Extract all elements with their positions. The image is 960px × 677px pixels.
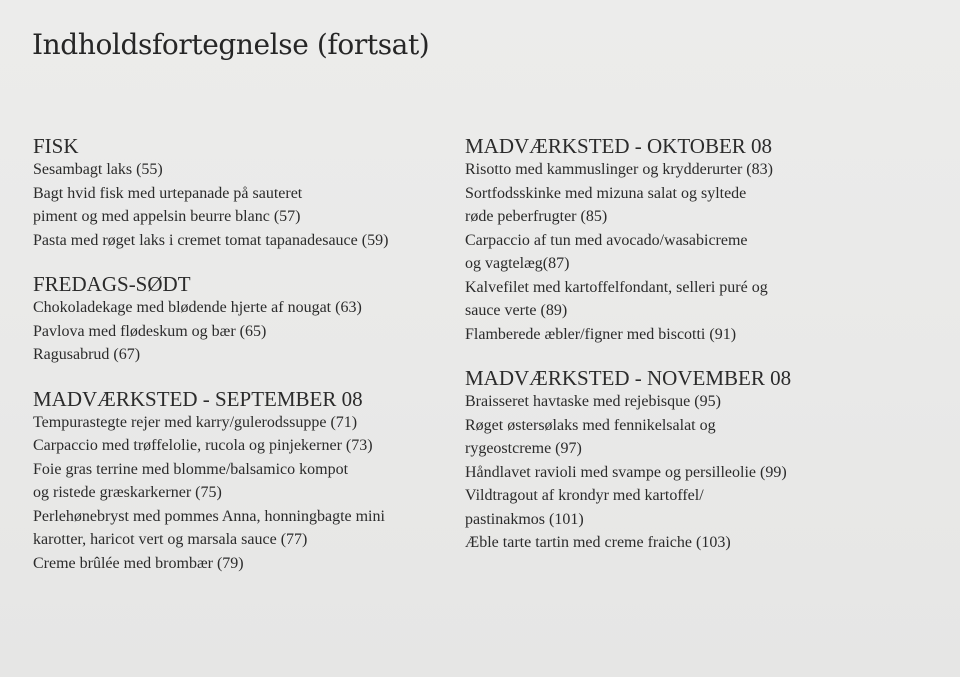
recipe-entry: piment og med appelsin beurre blanc (57) [33,208,301,225]
recipe-entry: Risotto med kammuslinger og krydderurter (83) [465,161,773,178]
recipe-entry: karotter, haricot vert og marsala sauce (77) [33,531,308,548]
recipe-entry: Creme brûlée med brombær (79) [33,554,244,572]
right-column [465,134,845,555]
left-column [33,134,453,575]
recipe-entry: Røget østersølaks med fennikelsalat og [465,416,716,434]
recipe-entry: sauce verte (89) [465,302,568,319]
recipe-entry: Carpaccio af tun med avocado/wasabicreme [465,231,748,249]
recipe-list [33,296,453,367]
recipe-entry: og ristede græskarkerner (75) [33,484,222,501]
recipe-list [465,158,845,346]
section-heading: FREDAGS-SØDT [33,272,191,296]
recipe-entry: Braisseret havtaske med rejebisque (95) [465,393,721,410]
recipe-list [33,158,453,252]
recipe-entry: og vagtelæg(87) [465,255,570,272]
recipe-entry: Pasta med røget laks i cremet tomat tapanadesauce (59) [33,231,389,249]
section-heading: MADVÆRKSTED - OKTOBER 08 [465,134,773,158]
recipe-list [33,411,453,576]
section-fredags-sodt [33,272,453,367]
section-madvaerksted-september-08 [33,387,453,576]
recipe-entry: Kalvefilet med kartoffelfondant, selleri puré og [465,278,768,296]
recipe-entry: Perlehønebryst med pommes Anna, honningbagte mini [33,507,385,525]
recipe-entry: Bagt hvid fisk med urtepanade på sauteret [33,184,303,202]
section-heading: FISK [33,134,79,158]
recipe-list [465,390,845,555]
recipe-entry: Chokoladekage med blødende hjerte af nougat (63) [33,299,362,316]
recipe-entry: røde peberfrugter (85) [465,208,608,225]
recipe-entry: Flamberede æbler/figner med biscotti (91) [465,325,737,343]
recipe-entry: Tempurastegte rejer med karry/gulerodssuppe (71) [33,413,358,431]
recipe-entry: rygeostcreme (97) [465,440,582,457]
page-title: Indholdsfortegnelse (fortsat) [32,28,430,61]
section-madvaerksted-oktober-08 [465,134,845,346]
recipe-entry: Vildtragout af krondyr med kartoffel/ [465,487,704,504]
section-madvaerksted-november-08 [465,366,845,555]
recipe-entry: pastinakmos (101) [465,510,584,528]
section-heading: MADVÆRKSTED - NOVEMBER 08 [465,366,792,390]
recipe-entry: Håndlavet ravioli med svampe og persilleolie (99) [465,463,787,481]
recipe-entry: Foie gras terrine med blomme/balsamico kompot [33,460,349,478]
recipe-entry: Ragusabrud (67) [33,346,141,363]
recipe-entry: Sesambagt laks (55) [33,161,163,178]
recipe-entry: Pavlova med flødeskum og bær (65) [33,322,267,340]
recipe-entry: Carpaccio med trøffelolie, rucola og pinjekerner (73) [33,437,373,454]
recipe-entry: Sortfodsskinke med mizuna salat og syltede [465,184,747,202]
section-fisk [33,134,453,252]
section-heading: MADVÆRKSTED - SEPTEMBER 08 [33,386,363,411]
recipe-entry: Æble tarte tartin med creme fraiche (103) [465,534,731,551]
